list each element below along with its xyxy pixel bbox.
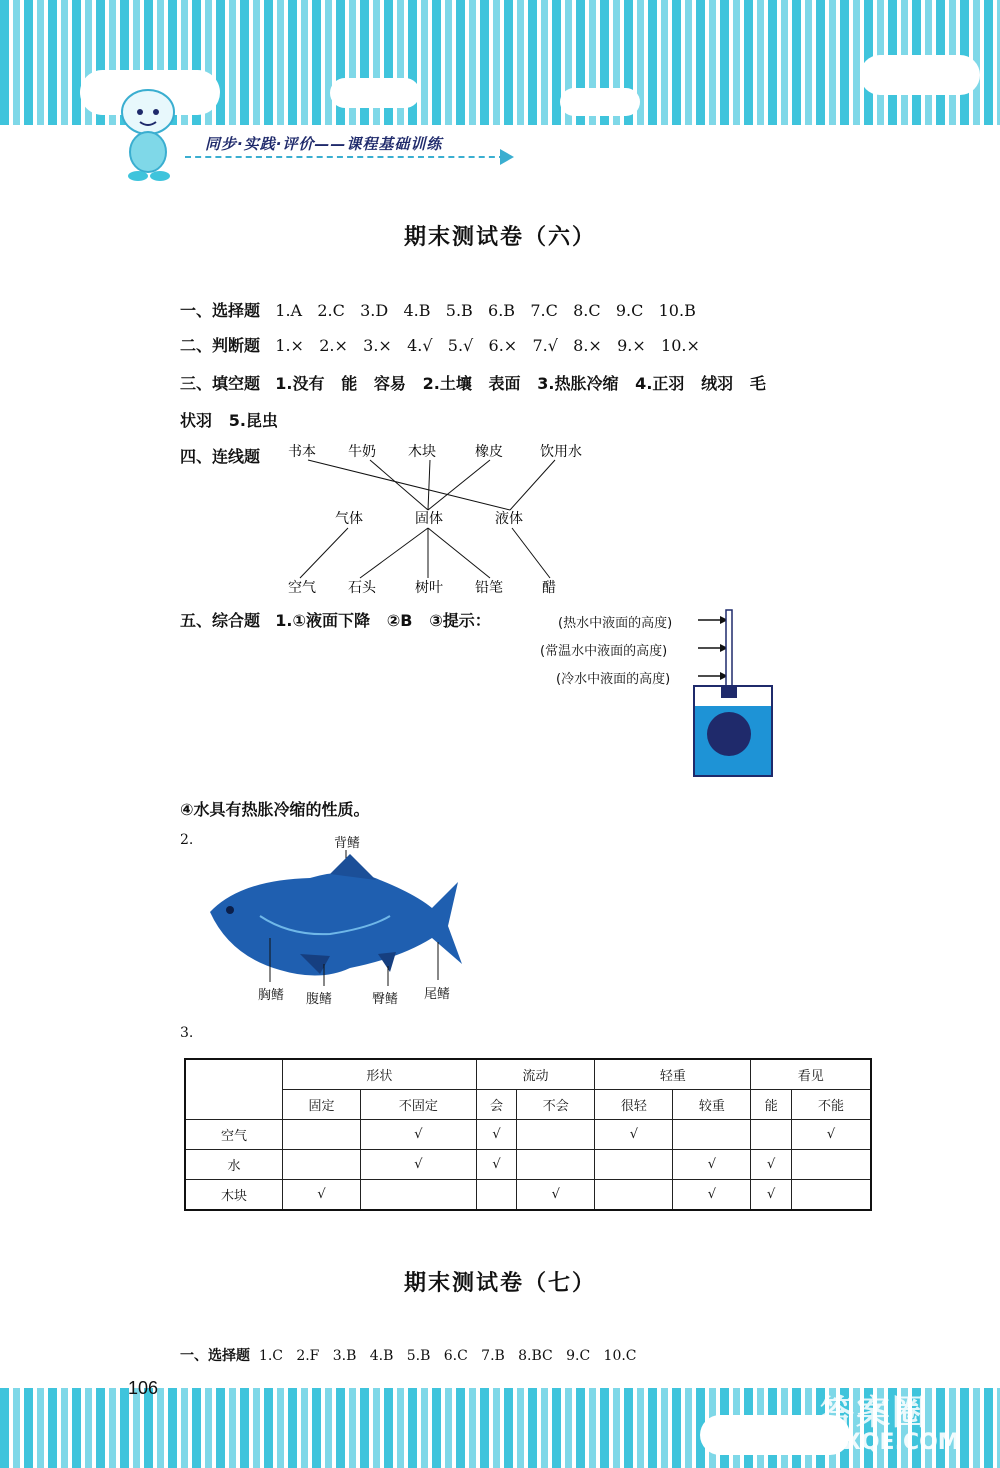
table-cell	[517, 1120, 595, 1150]
table-cell: √	[361, 1150, 477, 1180]
q5-part4: ④水具有热胀冷缩的性质。	[180, 800, 370, 819]
group-header: 看见	[751, 1059, 871, 1090]
q5-part1: 1.①液面下降 ②B ③提示：	[275, 611, 491, 630]
bottom-word: 树叶	[415, 580, 443, 596]
table-cell	[751, 1120, 792, 1150]
series-title: 同步·实践·评价——课程基础训练	[205, 135, 443, 153]
table-cell: √	[476, 1150, 517, 1180]
match-line	[428, 460, 430, 510]
hint-label: (热水中液面的高度)	[558, 616, 673, 631]
test7-q1-answers: 1.C 2.F 3.B 4.B 5.B 6.C 7.B 8.BC 9.C 10.C	[258, 1348, 637, 1364]
mid-word: 固体	[415, 511, 443, 527]
q5-label: 五、综合题	[180, 611, 261, 630]
table-row	[185, 1120, 871, 1150]
arrow-icon	[500, 149, 514, 165]
top-word: 橡皮	[475, 444, 503, 460]
row-name: 空气	[185, 1120, 283, 1150]
q3-line	[180, 371, 766, 394]
group-header: 形状	[283, 1059, 477, 1090]
test7-q1-line	[180, 1345, 637, 1365]
q2-label: 二、判断题	[180, 336, 261, 355]
table-cell	[791, 1150, 871, 1180]
bottom-word: 空气	[288, 580, 316, 596]
bottom-word: 铅笔	[475, 580, 503, 596]
cloud-decoration	[560, 88, 640, 116]
page-number: 106	[128, 1378, 159, 1398]
q1-answers: 1.A 2.C 3.D 4.B 5.B 6.B 7.C 8.C 9.C 10.B	[275, 301, 696, 320]
row-name: 水	[185, 1150, 283, 1180]
table-cell	[595, 1150, 673, 1180]
fin-label-tail: 尾鳍	[424, 987, 451, 1002]
watermark-url: MXQE.COM	[822, 1430, 960, 1455]
sub-header: 会	[476, 1090, 517, 1120]
fin-label-pelvic: 腹鳍	[306, 992, 333, 1007]
table-cell: √	[751, 1180, 792, 1211]
table-row	[185, 1180, 871, 1211]
fin-label-dorsal: 背鳍	[334, 836, 361, 851]
test7-title: 期末测试卷（七）	[403, 1271, 596, 1296]
flask-bulb	[707, 712, 751, 756]
table-cell: √	[751, 1150, 792, 1180]
sub-header: 固定	[283, 1090, 361, 1120]
matching-diagram	[280, 440, 600, 600]
table-cell	[517, 1150, 595, 1180]
bottom-word: 醋	[542, 580, 556, 596]
q2-answers: 1.× 2.× 3.× 4.√ 5.√ 6.× 7.√ 8.× 9.× 10.×	[275, 336, 700, 355]
hint-label: (常温水中液面的高度)	[540, 644, 668, 659]
top-word: 饮用水	[540, 444, 582, 460]
sub-header: 不会	[517, 1090, 595, 1120]
table-cell	[283, 1120, 361, 1150]
sub-header: 很轻	[595, 1090, 673, 1120]
table-cell: √	[361, 1120, 477, 1150]
properties-table	[184, 1058, 872, 1211]
mid-word: 液体	[495, 511, 523, 527]
table-cell: √	[791, 1120, 871, 1150]
table-cell	[595, 1180, 673, 1211]
group-header: 轻重	[595, 1059, 751, 1090]
table-cell	[283, 1150, 361, 1180]
match-line	[300, 528, 348, 578]
q5-2-number: 2.	[180, 832, 194, 848]
match-line	[370, 460, 428, 510]
fin-label-anal: 臀鳍	[372, 992, 399, 1007]
q5-line	[180, 608, 491, 631]
beaker-diagram	[690, 606, 780, 782]
q1-line	[180, 298, 696, 321]
match-line	[510, 460, 555, 510]
table-cell	[791, 1180, 871, 1211]
table-row	[185, 1150, 871, 1180]
table-cell	[361, 1180, 477, 1211]
q3-answers-line2: 状羽 5.昆虫	[180, 411, 278, 430]
watermark-logo: 答案圈	[820, 1393, 928, 1433]
table-cell	[476, 1180, 517, 1211]
match-line	[512, 528, 550, 578]
stopper	[721, 686, 737, 698]
sub-header: 不能	[791, 1090, 871, 1120]
table-cell: √	[476, 1120, 517, 1150]
sub-header: 较重	[673, 1090, 751, 1120]
table-corner	[185, 1059, 283, 1120]
fish-illustration	[200, 846, 470, 986]
test7-q1-label: 一、选择题	[180, 1348, 250, 1364]
table-cell: √	[673, 1180, 751, 1211]
bottom-word: 石头	[348, 580, 376, 596]
q3-label: 三、填空题	[180, 374, 261, 393]
cloud-decoration	[860, 55, 980, 95]
sub-header: 能	[751, 1090, 792, 1120]
match-line	[428, 528, 490, 578]
row-name: 木块	[185, 1180, 283, 1211]
mascot-icon	[108, 82, 188, 182]
top-word: 书本	[288, 444, 316, 460]
table-cell: √	[283, 1180, 361, 1211]
q2-line	[180, 333, 700, 356]
group-header: 流动	[476, 1059, 595, 1090]
hint-label: (冷水中液面的高度)	[556, 672, 671, 687]
match-line	[308, 460, 510, 510]
top-word: 木块	[408, 444, 436, 460]
table-cell: √	[517, 1180, 595, 1211]
fin-label-pectoral: 胸鳍	[258, 988, 285, 1003]
test6-title: 期末测试卷（六）	[403, 225, 596, 250]
q3-answers-line1: 1.没有 能 容易 2.土壤 表面 3.热胀冷缩 4.正羽 绒羽 毛	[275, 374, 766, 393]
table-cell	[673, 1120, 751, 1150]
table-cell: √	[673, 1150, 751, 1180]
q5-3-number: 3.	[180, 1025, 194, 1041]
top-word: 牛奶	[348, 444, 376, 460]
sub-header: 不固定	[361, 1090, 477, 1120]
q4-label: 四、连线题	[180, 447, 261, 466]
header-divider	[185, 156, 505, 158]
q1-label: 一、选择题	[180, 301, 261, 320]
match-line	[360, 528, 428, 578]
cloud-decoration	[330, 78, 420, 108]
table-cell: √	[595, 1120, 673, 1150]
mid-word: 气体	[335, 511, 363, 527]
